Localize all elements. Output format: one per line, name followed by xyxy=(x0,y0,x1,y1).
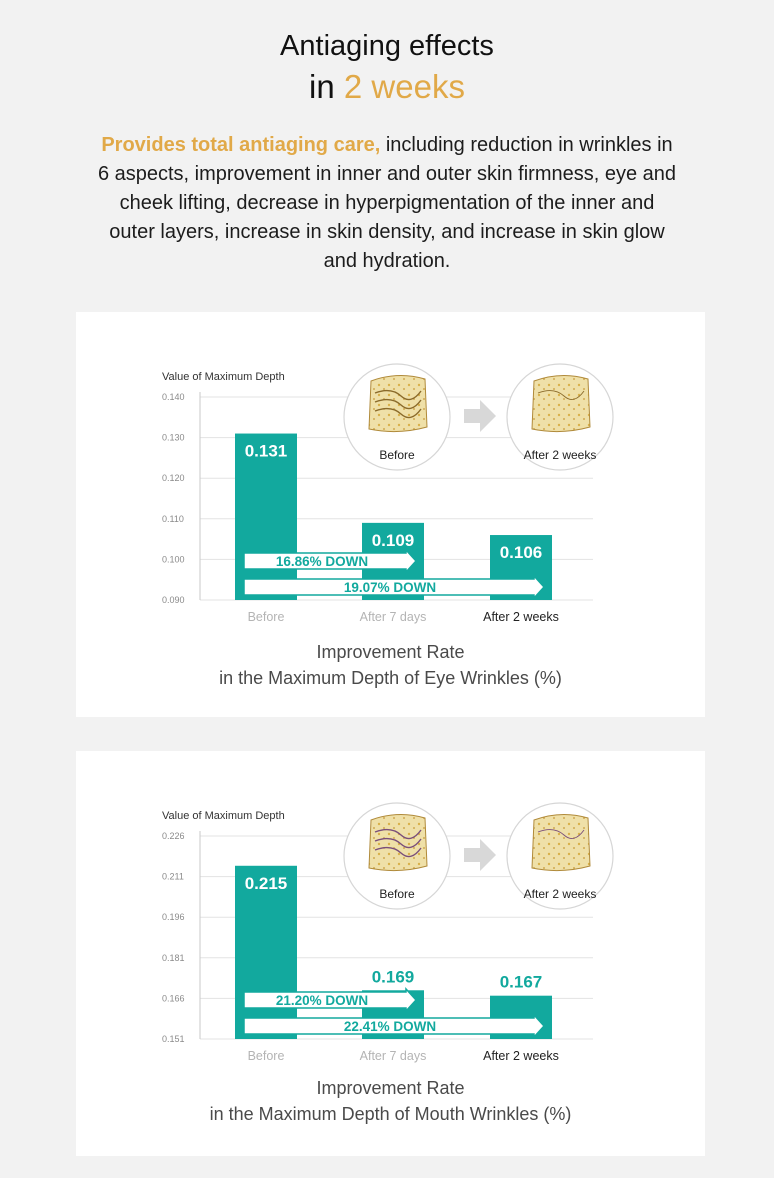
y-tick-label: 0.090 xyxy=(162,595,185,605)
eye-wrinkle-chart xyxy=(76,312,705,632)
after-skin-image xyxy=(532,814,590,870)
caption-line-1: Improvement Rate xyxy=(316,642,465,662)
page-subtitle xyxy=(0,68,774,106)
y-tick-label: 0.151 xyxy=(162,1034,185,1044)
reduction-label: 16.86% DOWN xyxy=(275,554,369,569)
x-category-label: After 7 days xyxy=(359,1049,427,1063)
y-axis-label: Value of Maximum Depth xyxy=(162,371,285,383)
bar-value-label: 0.131 xyxy=(244,441,288,461)
transition-arrow-icon xyxy=(464,400,496,432)
mouth-wrinkle-chart-card xyxy=(76,751,705,1156)
intro-highlight: Provides total antiaging care, xyxy=(101,134,381,156)
y-tick-label: 0.211 xyxy=(162,871,184,882)
page-title: Antiaging effects xyxy=(280,30,494,62)
reduction-label: 21.20% DOWN xyxy=(275,993,369,1008)
bar-value-label: 0.169 xyxy=(371,967,415,987)
transition-arrow-icon xyxy=(464,839,496,871)
y-axis-label: Value of Maximum Depth xyxy=(162,810,285,822)
x-category-label: Before xyxy=(247,1049,285,1063)
y-tick-label: 0.100 xyxy=(162,554,185,565)
caption-line-2: in the Maximum Depth of Mouth Wrinkles (%) xyxy=(209,1104,572,1124)
y-tick-label: 0.181 xyxy=(162,952,185,963)
x-category-label: After 2 weeks xyxy=(483,610,559,624)
mouth-wrinkle-chart xyxy=(76,751,705,1071)
bar-value-label: 0.215 xyxy=(244,873,288,893)
subtitle-prefix: in xyxy=(309,68,335,105)
after-skin-image xyxy=(532,375,590,431)
bar-value-label: 0.167 xyxy=(499,972,543,992)
y-tick-label: 0.140 xyxy=(162,392,185,402)
y-tick-label: 0.110 xyxy=(162,513,184,524)
y-tick-label: 0.196 xyxy=(162,912,185,923)
intro-text: including reduction in wrinkles in 6 aspects, improvement in inner and outer skin firmness, eye and cheek lifting, decrease in hyperpigmentation of the inner and outer layers, increase in skin density, and increase in skin glow and hydration. xyxy=(97,134,677,272)
before-image-label: Before xyxy=(379,887,415,901)
after-image-label: After 2 weeks xyxy=(523,887,597,901)
chart-caption xyxy=(76,639,705,691)
x-category-label: Before xyxy=(247,610,285,624)
after-image-label: After 2 weeks xyxy=(523,448,597,462)
chart-caption xyxy=(76,1075,705,1127)
x-category-label: After 2 weeks xyxy=(483,1049,559,1063)
y-tick-label: 0.226 xyxy=(162,831,185,841)
y-tick-label: 0.130 xyxy=(162,432,185,443)
before-image-label: Before xyxy=(379,448,415,462)
bar-value-label: 0.109 xyxy=(371,530,415,550)
eye-wrinkle-chart-card xyxy=(76,312,705,717)
subtitle-accent: 2 weeks xyxy=(343,68,465,105)
intro-paragraph xyxy=(97,131,677,276)
x-category-label: After 7 days xyxy=(359,610,427,624)
reduction-label: 19.07% DOWN xyxy=(343,580,437,595)
y-tick-label: 0.120 xyxy=(162,473,185,484)
y-tick-label: 0.166 xyxy=(162,993,185,1004)
caption-line-2: in the Maximum Depth of Eye Wrinkles (%) xyxy=(219,668,562,688)
caption-line-1: Improvement Rate xyxy=(316,1078,465,1098)
bar-value-label: 0.106 xyxy=(499,543,543,563)
reduction-label: 22.41% DOWN xyxy=(343,1019,437,1034)
